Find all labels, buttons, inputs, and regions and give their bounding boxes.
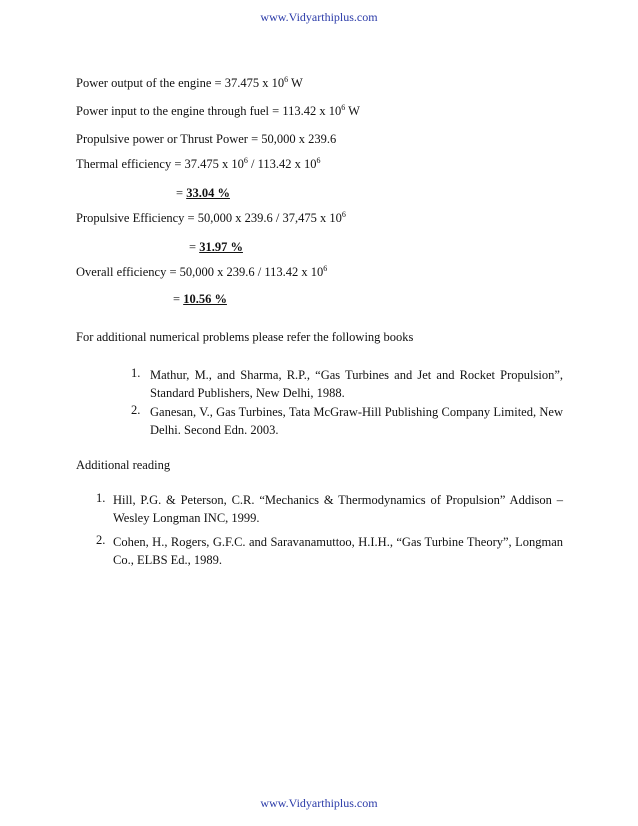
header-site-link[interactable]: www.Vidyarthiplus.com: [260, 10, 378, 24]
overall-efficiency-text: Overall efficiency = 50,000 x 239.6 / 113.42 x 10: [76, 265, 324, 279]
power-input-exponent: 6: [341, 102, 346, 112]
overall-efficiency-result: [173, 292, 227, 307]
power-output-unit: W: [288, 76, 303, 90]
propulsive-efficiency-text: Propulsive Efficiency = 50,000 x 239.6 / 37,475 x 10: [76, 211, 342, 225]
book-1-number: 1.: [131, 366, 141, 380]
power-input-text: Power input to the engine through fuel = 113.42 x 10: [76, 104, 342, 118]
propulsive-efficiency-line: [76, 211, 346, 226]
thermal-equals: =: [176, 186, 187, 200]
overall-value: 10.56 %: [183, 292, 227, 306]
additional-reading-title: Additional reading: [76, 458, 171, 472]
overall-efficiency-exponent: 6: [323, 263, 328, 273]
books-intro: For additional numerical problems please refer the following books: [76, 330, 414, 344]
reading-1-text: Hill, P.G. & Peterson, C.R. “Mechanics & Thermodynamics of Propulsion” Addison – Wesley Longman INC, 1999.: [113, 493, 563, 525]
propulsive-efficiency-exponent: 6: [341, 209, 346, 219]
power-input-line: [76, 104, 360, 119]
overall-equals: =: [173, 292, 184, 306]
overall-efficiency-line: [76, 265, 327, 280]
power-output-exponent: 6: [284, 74, 289, 84]
thermal-efficiency-result: [176, 186, 230, 201]
power-input-unit: W: [345, 104, 360, 118]
power-output-text: Power output of the engine = 37.475 x 10: [76, 76, 285, 90]
book-2-text: Ganesan, V., Gas Turbines, Tata McGraw-Hill Publishing Company Limited, New Delhi. Second Edn. 2003.: [150, 405, 563, 437]
propulsive-power-text: Propulsive power or Thrust Power = 50,000 x 239.6: [76, 132, 337, 146]
propulsive-power-line: [76, 132, 336, 147]
reading-2-text: Cohen, H., Rogers, G.F.C. and Saravanamuttoo, H.I.H., “Gas Turbine Theory”, Longman Co., ELBS Ed., 1989.: [113, 535, 563, 567]
power-output-line: [76, 76, 303, 91]
thermal-value: 33.04 %: [186, 186, 230, 200]
reading-1-number: 1.: [96, 491, 106, 505]
propulsive-efficiency-result: [189, 240, 243, 255]
thermal-efficiency-text: Thermal efficiency = 37.475 x 10: [76, 157, 244, 171]
book-2-number: 2.: [131, 403, 141, 417]
thermal-efficiency-exponent-1: 6: [243, 155, 248, 165]
book-1-text: Mathur, M., and Sharma, R.P., “Gas Turbines and Jet and Rocket Propulsion”, Standard Publishers, New Delhi, 1988.: [150, 368, 563, 400]
footer-site-link[interactable]: www.Vidyarthiplus.com: [260, 796, 378, 810]
thermal-efficiency-line: [76, 157, 321, 172]
reading-2-number: 2.: [96, 533, 106, 547]
thermal-efficiency-exponent-2: 6: [316, 155, 321, 165]
propulsive-value: 31.97 %: [199, 240, 243, 254]
thermal-efficiency-mid: / 113.42 x 10: [247, 157, 317, 171]
propulsive-equals: =: [189, 240, 200, 254]
